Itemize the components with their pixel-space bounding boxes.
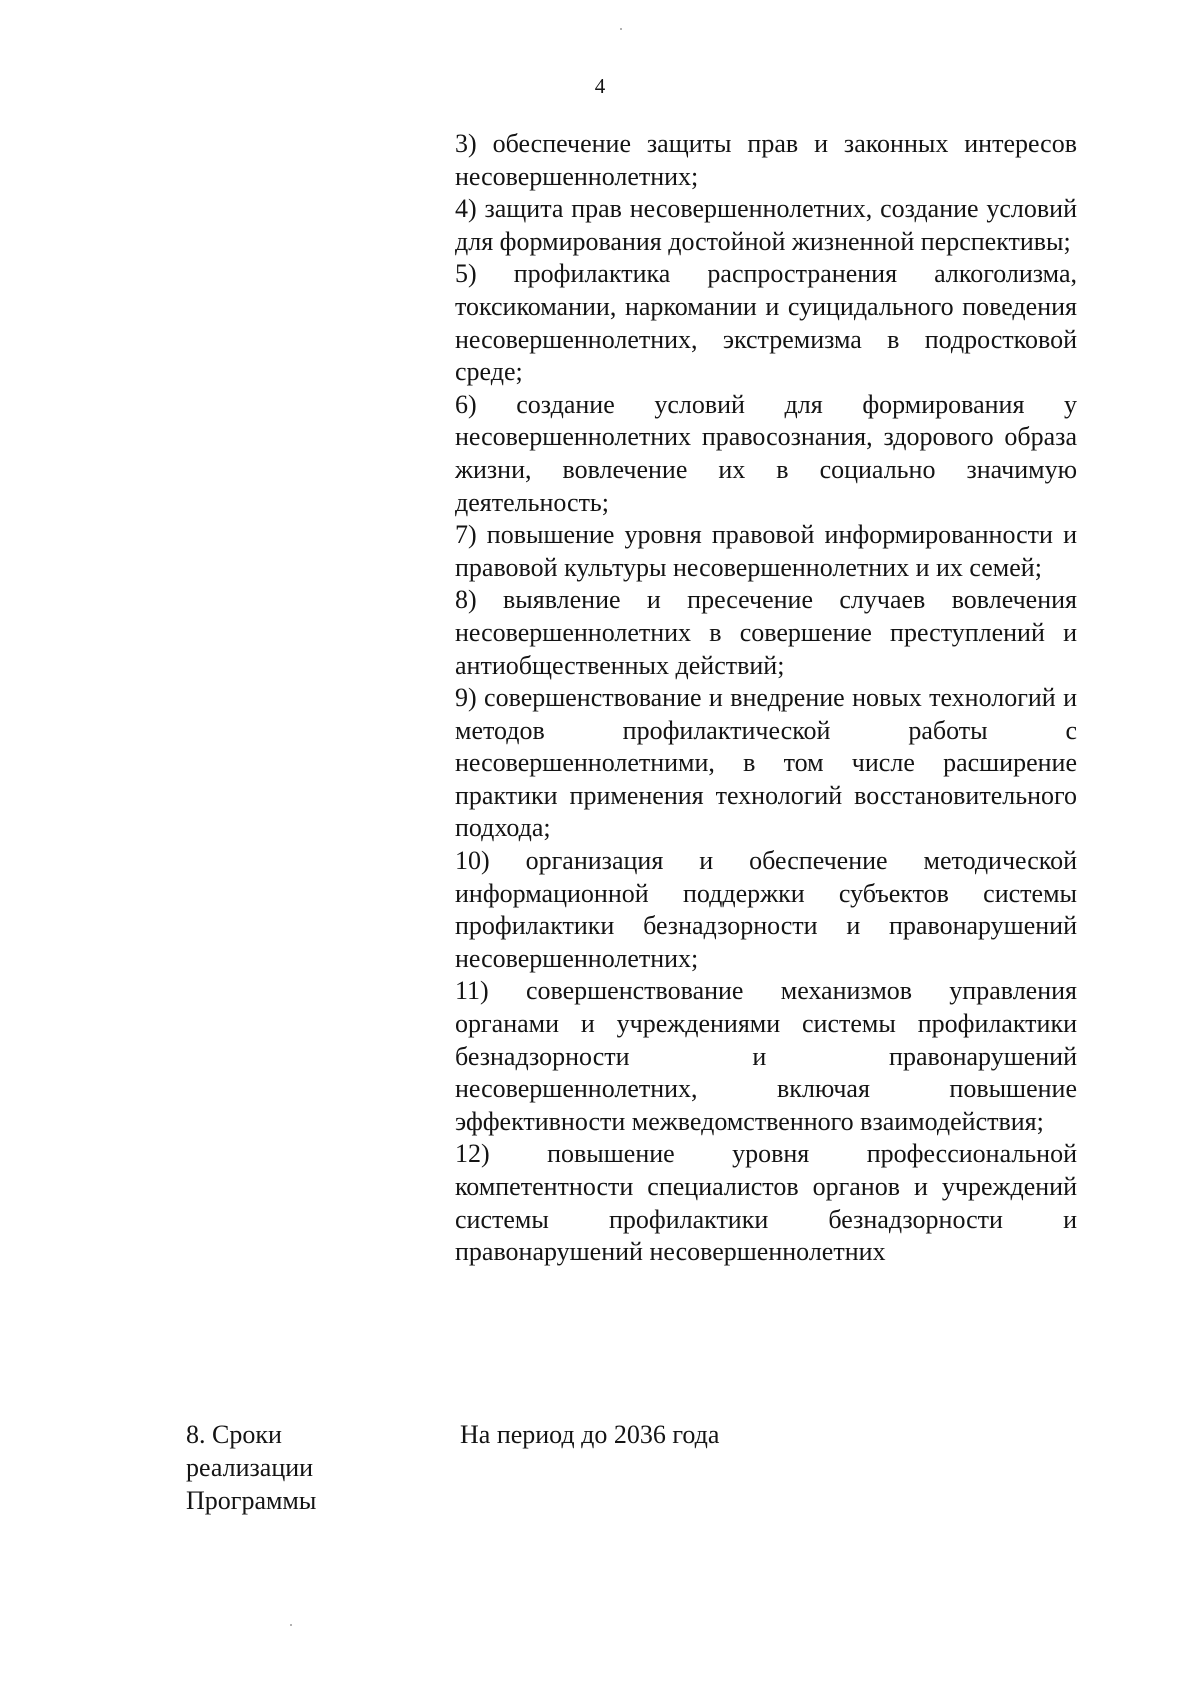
- goal-item-5: 5) профилактика распространения алкоголизма, токсикомании, наркомании и суицидального поведения несовершеннолетних, экстремизма в подростковой среде;: [455, 259, 1077, 387]
- section-8-label: [186, 1418, 346, 1517]
- section-8-label-line: реализации: [186, 1453, 314, 1482]
- section-8-value: На период до 2036 года: [460, 1420, 720, 1449]
- goal-item-12: 12) повышение уровня профессиональной компетентности специалистов органов и учреждений системы профилактики безнадзорности и правонарушений несовершеннолетних: [455, 1139, 1077, 1267]
- goal-item-11: 11) совершенствование механизмов управления органами и учреждениями системы профилактики безнадзорности и правонарушений несовершеннолетних, включая повышение эффективности межведомственного взаимодействия;: [455, 976, 1077, 1136]
- section-8-label-line: 8. Сроки: [186, 1420, 282, 1449]
- goal-item-9: 9) совершенствование и внедрение новых технологий и методов профилактической работы с несовершеннолетними, в том числе расширение практики применения технологий восстановительного подхода;: [455, 683, 1077, 843]
- scan-mark: [290, 1624, 292, 1626]
- goal-item-7: 7) повышение уровня правовой информированности и правовой культуры несовершеннолетних и их семей;: [455, 520, 1077, 582]
- goal-item-10: 10) организация и обеспечение методической информационной поддержки субъектов системы профилактики безнадзорности и правонарушений несовершеннолетних;: [455, 846, 1077, 973]
- scan-mark: [620, 28, 622, 30]
- goal-item-8: 8) выявление и пресечение случаев вовлечения несовершеннолетних в совершение преступлений и антиобщественных действий;: [455, 585, 1077, 680]
- goal-item-3: 3) обеспечение защиты прав и законных интересов несовершеннолетних;: [455, 129, 1077, 191]
- goal-item-4: 4) защита прав несовершеннолетних, создание условий для формирования достойной жизненной перспективы;: [455, 194, 1077, 256]
- page-number: 4: [594, 74, 606, 98]
- goal-item-6: 6) создание условий для формирования у несовершеннолетних правосознания, здорового образа жизни, вовлечение их в социально значимую деятельность;: [455, 389, 1077, 517]
- program-goals-list: [455, 128, 1077, 1269]
- section-8-label-line: Программы: [186, 1486, 317, 1515]
